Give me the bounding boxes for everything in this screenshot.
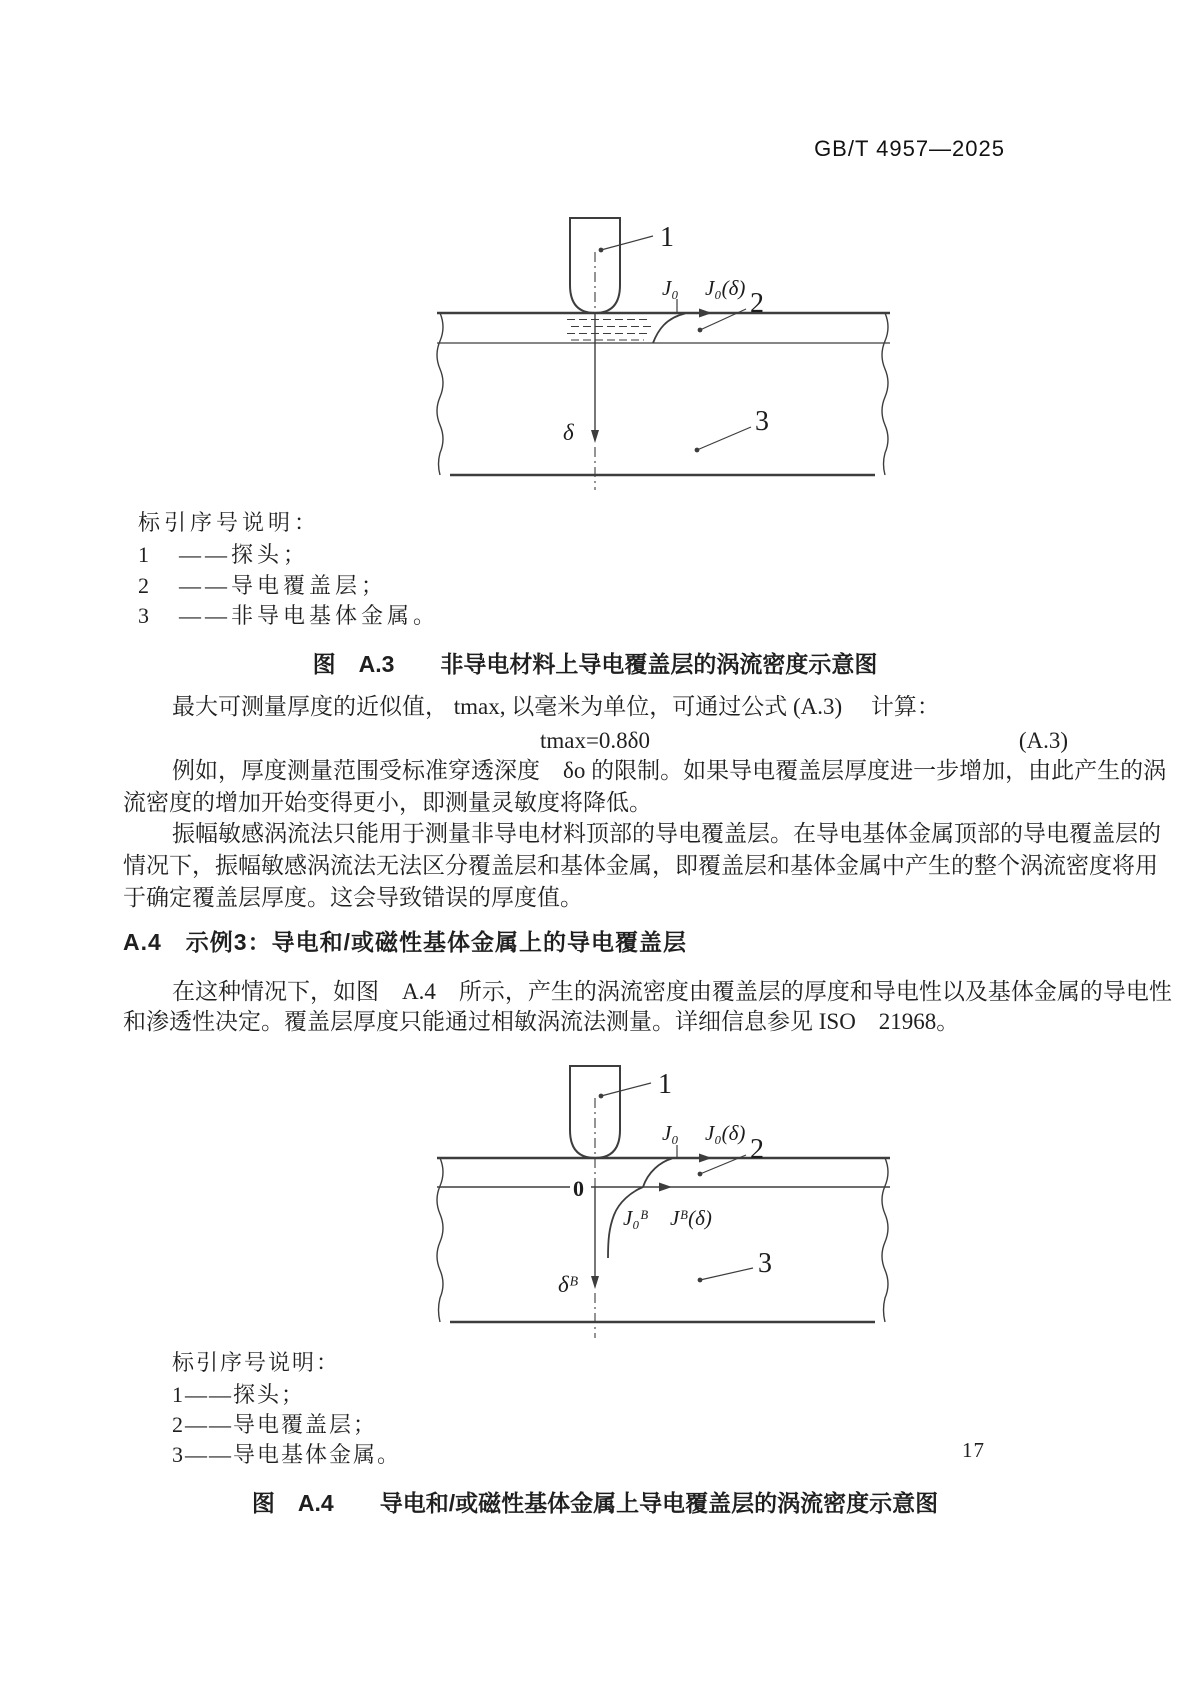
figure-a4-diagram: [420, 1050, 900, 1350]
interface-arrowhead: [659, 1183, 672, 1192]
leader-line-1: [601, 236, 653, 250]
label-j0: J₀: [662, 276, 679, 300]
legend-a3-title: 标引序号说明：: [138, 510, 321, 535]
eddy-decay-curve-coating: [643, 1159, 672, 1188]
paragraph-amplitude-line: 振幅敏感涡流法只能用于测量非导电材料顶部的导电覆盖层。在导电基体金属顶部的导电覆盖层的: [172, 821, 1161, 846]
formula-ref: (A.3): [1018, 728, 1068, 753]
figure-a4-caption: 图 A.4 导电和/或磁性基体金属上导电覆盖层的涡流密度示意图: [251, 1490, 939, 1516]
label-j0-delta: J₀(δ): [705, 276, 746, 300]
formula-tmax: tmax=0.8δ0: [539, 728, 651, 753]
paragraph-tmax: 最大可测量厚度的近似值， tmax, 以毫米为单位，可通过公式 (A.3) 计算：: [172, 694, 940, 719]
left-wavy-edge: [437, 313, 443, 475]
paragraph-amplitude-line: 情况下，振幅敏感涡流法无法区分覆盖层和基体金属，即覆盖层和基体金属中产生的整个涡流密度将用: [123, 853, 1158, 878]
page-number: 17: [962, 1438, 985, 1462]
doc-number: GB/T 4957—2025: [814, 136, 1005, 161]
right-wavy-edge: [882, 313, 888, 475]
left-wavy-edge: [437, 1158, 443, 1322]
delta-b-arrowhead: [591, 1276, 599, 1289]
label-1: 1: [658, 1069, 672, 1100]
delta-arrowhead: [591, 430, 599, 443]
paragraph-example-line: 流密度的增加开始变得更小，即测量灵敏度将降低。: [123, 790, 652, 815]
label-j0b: J₀ᴮ: [623, 1206, 649, 1230]
figure-a3-caption: 图 A.3 非导电材料上导电覆盖层的涡流密度示意图: [312, 651, 878, 677]
label-j0-delta: J₀(δ): [705, 1121, 746, 1145]
formula-row: [0, 728, 1190, 758]
legend-a4-title: 标引序号说明：: [172, 1350, 341, 1375]
label-3: 3: [755, 406, 769, 437]
label-delta: δ: [563, 420, 574, 445]
paragraph-amplitude-line: 于确定覆盖层厚度。这会导致错误的厚度值。: [123, 885, 583, 910]
legend-a3-item: 3 ——非导电基体金属。: [138, 603, 440, 628]
leader-line-1: [601, 1083, 651, 1096]
legend-a4-item: 1——探头；: [172, 1382, 306, 1407]
label-2: 2: [750, 288, 764, 319]
section-a4-heading: A.4 示例3：导电和/或磁性基体金属上的导电覆盖层: [123, 929, 687, 955]
label-zero: 0: [573, 1176, 584, 1201]
leader-line-3: [697, 427, 751, 450]
legend-a4-item: 2——导电覆盖层；: [172, 1412, 378, 1437]
eddy-decay-curve: [653, 314, 685, 344]
legend-a3-item: 1 ——探头；: [138, 542, 310, 567]
figure-a3-diagram: [420, 200, 900, 500]
label-3: 3: [758, 1248, 772, 1279]
legend-a4-item: 3——导电基体金属。: [172, 1442, 402, 1467]
section-a4-line: 在这种情况下，如图 A.4 所示，产生的涡流密度由覆盖层的厚度和导电性以及基体金属的导电性: [172, 979, 1172, 1004]
surface-arrowhead: [699, 309, 712, 318]
legend-a3-item: 2 ——导电覆盖层；: [138, 573, 388, 598]
leader-line-3: [700, 1268, 753, 1280]
label-j0: J₀: [662, 1121, 679, 1145]
paragraph-example-line: 例如，厚度测量范围受标准穿透深度 δo 的限制。如果导电覆盖层厚度进一步增加，由此产生的涡: [172, 758, 1167, 783]
eddy-hatch-region: [567, 320, 653, 341]
section-a4-line: 和渗透性决定。覆盖层厚度只能通过相敏涡流法测量。详细信息参见 ISO 21968。: [123, 1009, 960, 1034]
right-wavy-edge: [882, 1158, 888, 1322]
surface-arrowhead: [699, 1154, 712, 1163]
label-jb-delta: Jᴮ(δ): [670, 1206, 712, 1230]
label-2: 2: [750, 1134, 764, 1165]
label-delta-b: δᴮ: [558, 1272, 579, 1297]
label-1: 1: [660, 222, 674, 253]
